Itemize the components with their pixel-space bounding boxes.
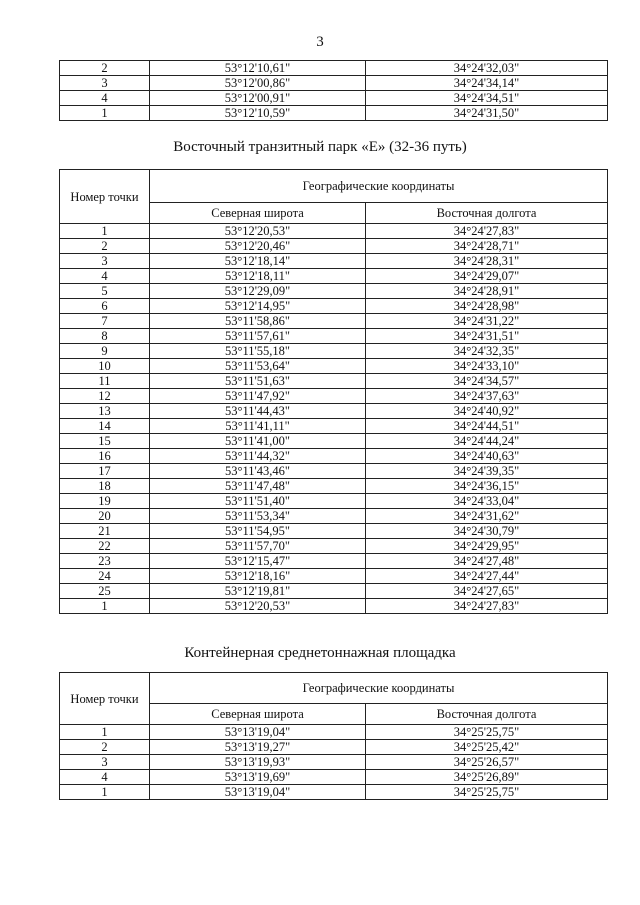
east-longitude-cell: 34°24'27,65": [366, 584, 608, 599]
table-row: [60, 224, 608, 239]
table-row: [60, 740, 608, 755]
east-longitude-cell: 34°24'34,57": [366, 374, 608, 389]
point-number-cell: 1: [60, 599, 150, 614]
table-row: [60, 554, 608, 569]
north-latitude-cell: 53°12'20,53": [150, 599, 366, 614]
east-longitude-cell: 34°24'30,79": [366, 524, 608, 539]
table-row: [60, 419, 608, 434]
north-latitude-cell: 53°11'44,43": [150, 404, 366, 419]
east-longitude-cell: 34°24'44,51": [366, 419, 608, 434]
section-title-container-platform: Контейнерная среднетоннажная площадка: [184, 645, 456, 661]
east-longitude-cell: 34°24'33,10": [366, 359, 608, 374]
table-row: [60, 329, 608, 344]
point-number-cell: 3: [60, 254, 150, 269]
table-row: [60, 106, 608, 121]
point-number-cell: 22: [60, 539, 150, 554]
north-latitude-cell: 53°13'19,93": [150, 755, 366, 770]
east-longitude-cell: 34°24'33,04": [366, 494, 608, 509]
point-number-cell: 21: [60, 524, 150, 539]
east-longitude-cell: 34°24'31,62": [366, 509, 608, 524]
point-number-cell: 19: [60, 494, 150, 509]
table-row: [60, 539, 608, 554]
east-longitude-cell: 34°25'25,75": [366, 785, 608, 800]
header-north-latitude: Северная широта: [150, 704, 366, 725]
point-number-cell: 9: [60, 344, 150, 359]
north-latitude-cell: 53°11'44,32": [150, 449, 366, 464]
north-latitude-cell: 53°11'51,40": [150, 494, 366, 509]
table-row: [60, 464, 608, 479]
table-row: [60, 374, 608, 389]
north-latitude-cell: 53°11'55,18": [150, 344, 366, 359]
point-number-cell: 12: [60, 389, 150, 404]
north-latitude-cell: 53°12'20,53": [150, 224, 366, 239]
coordinates-table-container-platform: [59, 672, 608, 800]
north-latitude-cell: 53°12'18,16": [150, 569, 366, 584]
north-latitude-cell: 53°12'19,81": [150, 584, 366, 599]
north-latitude-cell: 53°11'54,95": [150, 524, 366, 539]
north-latitude-cell: 53°12'10,59": [150, 106, 366, 121]
point-number-cell: 5: [60, 284, 150, 299]
north-latitude-cell: 53°13'19,04": [150, 785, 366, 800]
north-latitude-cell: 53°11'53,34": [150, 509, 366, 524]
table-row: [60, 725, 608, 740]
north-latitude-cell: 53°12'10,61": [150, 61, 366, 76]
east-longitude-cell: 34°24'32,35": [366, 344, 608, 359]
coordinates-table-continued: [59, 60, 608, 121]
point-number-cell: 8: [60, 329, 150, 344]
header-geo-coordinates: Географические координаты: [150, 673, 608, 704]
point-number-cell: 1: [60, 785, 150, 800]
point-number-cell: 1: [60, 106, 150, 121]
east-longitude-cell: 34°24'29,07": [366, 269, 608, 284]
table-row: [60, 785, 608, 800]
point-number-cell: 1: [60, 224, 150, 239]
point-number-cell: 4: [60, 269, 150, 284]
north-latitude-cell: 53°12'00,86": [150, 76, 366, 91]
east-longitude-cell: 34°24'28,71": [366, 239, 608, 254]
point-number-cell: 25: [60, 584, 150, 599]
north-latitude-cell: 53°12'18,14": [150, 254, 366, 269]
page-number: 3: [316, 34, 324, 50]
point-number-cell: 15: [60, 434, 150, 449]
point-number-cell: 4: [60, 91, 150, 106]
north-latitude-cell: 53°12'29,09": [150, 284, 366, 299]
table-row: [60, 299, 608, 314]
east-longitude-cell: 34°24'39,35": [366, 464, 608, 479]
table-row: [60, 269, 608, 284]
table-row: [60, 344, 608, 359]
north-latitude-cell: 53°13'19,69": [150, 770, 366, 785]
east-longitude-cell: 34°24'28,91": [366, 284, 608, 299]
point-number-cell: 10: [60, 359, 150, 374]
north-latitude-cell: 53°12'18,11": [150, 269, 366, 284]
table-row: [60, 91, 608, 106]
table-row: [60, 314, 608, 329]
point-number-cell: 6: [60, 299, 150, 314]
north-latitude-cell: 53°12'15,47": [150, 554, 366, 569]
table-row: [60, 584, 608, 599]
header-east-longitude: Восточная долгота: [366, 704, 608, 725]
header-north-latitude: Северная широта: [150, 203, 366, 224]
east-longitude-cell: 34°24'27,48": [366, 554, 608, 569]
table-row: [60, 254, 608, 269]
point-number-cell: 18: [60, 479, 150, 494]
table-row: [60, 389, 608, 404]
east-longitude-cell: 34°24'27,44": [366, 569, 608, 584]
table-row: [60, 284, 608, 299]
point-number-cell: 11: [60, 374, 150, 389]
table-row: [60, 509, 608, 524]
east-longitude-cell: 34°25'26,89": [366, 770, 608, 785]
east-longitude-cell: 34°24'27,83": [366, 599, 608, 614]
east-longitude-cell: 34°24'28,31": [366, 254, 608, 269]
east-longitude-cell: 34°24'40,92": [366, 404, 608, 419]
header-geo-coordinates: Географические координаты: [150, 170, 608, 203]
east-longitude-cell: 34°24'34,51": [366, 91, 608, 106]
north-latitude-cell: 53°12'20,46": [150, 239, 366, 254]
north-latitude-cell: 53°11'47,92": [150, 389, 366, 404]
east-longitude-cell: 34°25'25,42": [366, 740, 608, 755]
header-point-number: Номер точки: [60, 170, 150, 224]
table-row: [60, 359, 608, 374]
table-row: [60, 61, 608, 76]
north-latitude-cell: 53°12'14,95": [150, 299, 366, 314]
table-row: [60, 239, 608, 254]
table-header: [60, 673, 608, 725]
east-longitude-cell: 34°24'27,83": [366, 224, 608, 239]
table-row: [60, 494, 608, 509]
east-longitude-cell: 34°25'26,57": [366, 755, 608, 770]
point-number-cell: 3: [60, 755, 150, 770]
point-number-cell: 1: [60, 725, 150, 740]
table-row: [60, 524, 608, 539]
north-latitude-cell: 53°11'41,11": [150, 419, 366, 434]
east-longitude-cell: 34°24'29,95": [366, 539, 608, 554]
header-point-number: Номер точки: [60, 673, 150, 725]
east-longitude-cell: 34°24'44,24": [366, 434, 608, 449]
point-number-cell: 24: [60, 569, 150, 584]
north-latitude-cell: 53°11'47,48": [150, 479, 366, 494]
table-body: [60, 61, 608, 121]
section-title-east-transit-park: Восточный транзитный парк «Е» (32-36 путь): [173, 139, 467, 155]
point-number-cell: 17: [60, 464, 150, 479]
table-row: [60, 755, 608, 770]
north-latitude-cell: 53°12'00,91": [150, 91, 366, 106]
east-longitude-cell: 34°24'36,15": [366, 479, 608, 494]
east-longitude-cell: 34°24'28,98": [366, 299, 608, 314]
table-body: [60, 224, 608, 614]
point-number-cell: 16: [60, 449, 150, 464]
table-row: [60, 404, 608, 419]
table-row: [60, 434, 608, 449]
east-longitude-cell: 34°24'40,63": [366, 449, 608, 464]
table-row: [60, 569, 608, 584]
north-latitude-cell: 53°13'19,04": [150, 725, 366, 740]
table-row: [60, 76, 608, 91]
east-longitude-cell: 34°24'34,14": [366, 76, 608, 91]
table-row: [60, 479, 608, 494]
east-longitude-cell: 34°24'31,50": [366, 106, 608, 121]
table-body: [60, 725, 608, 800]
north-latitude-cell: 53°11'43,46": [150, 464, 366, 479]
north-latitude-cell: 53°11'57,70": [150, 539, 366, 554]
east-longitude-cell: 34°24'37,63": [366, 389, 608, 404]
point-number-cell: 13: [60, 404, 150, 419]
point-number-cell: 3: [60, 76, 150, 91]
point-number-cell: 4: [60, 770, 150, 785]
point-number-cell: 2: [60, 61, 150, 76]
point-number-cell: 2: [60, 740, 150, 755]
east-longitude-cell: 34°25'25,75": [366, 725, 608, 740]
point-number-cell: 23: [60, 554, 150, 569]
point-number-cell: 20: [60, 509, 150, 524]
header-east-longitude: Восточная долгота: [366, 203, 608, 224]
north-latitude-cell: 53°11'57,61": [150, 329, 366, 344]
table-row: [60, 449, 608, 464]
east-longitude-cell: 34°24'31,22": [366, 314, 608, 329]
table-header: [60, 170, 608, 224]
point-number-cell: 14: [60, 419, 150, 434]
north-latitude-cell: 53°11'53,64": [150, 359, 366, 374]
north-latitude-cell: 53°13'19,27": [150, 740, 366, 755]
north-latitude-cell: 53°11'58,86": [150, 314, 366, 329]
east-longitude-cell: 34°24'31,51": [366, 329, 608, 344]
north-latitude-cell: 53°11'41,00": [150, 434, 366, 449]
point-number-cell: 7: [60, 314, 150, 329]
point-number-cell: 2: [60, 239, 150, 254]
east-longitude-cell: 34°24'32,03": [366, 61, 608, 76]
north-latitude-cell: 53°11'51,63": [150, 374, 366, 389]
coordinates-table-east-transit-park: [59, 169, 608, 614]
table-row: [60, 599, 608, 614]
table-row: [60, 770, 608, 785]
